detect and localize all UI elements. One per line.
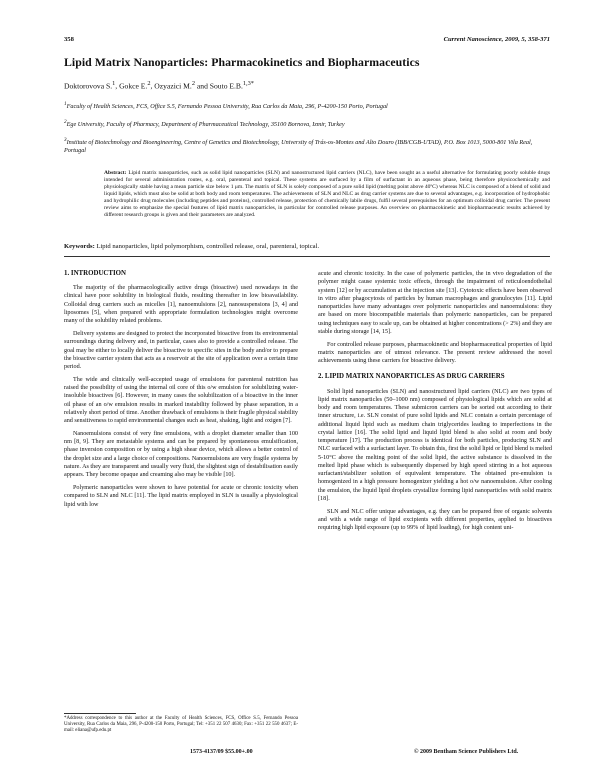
author-sup: 2 — [147, 80, 151, 87]
affiliation-3: $^3$Institute of Biotechnology and Bioengineering, Centre of Genetics and Biotechnology, University of Trás-os-Montes and Alto Douro (IBB/CGB-UTAD), P.O. Box 1013, 5000-801 Vila Real, Portugal — [64, 137, 533, 155]
section-heading-lipid-matrix: 2. LIPID MATRIX NANOPARTICLES AS DRUG CARRIERS — [318, 373, 505, 381]
affiliation-1: $^1$Faculty of Health Sciences, FCS, Office S.5, Fernando Pessoa University, Rua Carlos da Maia, 296, P-4200-150 Porto, Portugal — [64, 101, 388, 111]
paragraph: SLN and NLC offer unique advantages, e.g. they can be prepared free of organic solvents and with a wide range of lipid excipients with different properties, applied to bioactives requiring high lipid exposure (up to 99% of lipid loading), for high content uni- — [318, 508, 552, 532]
paragraph: Nanoemulsions consist of very fine emulsions, with a droplet diameter smaller than 100 nm [8, 9]. They are metastable systems and can be prepared by spontaneous emulsification, phase inversion composition or by using a high shear device, which allows a better control of the droplet size and a large choice of compositions. Nanoemulsions are very fragile systems by nature. As they are transparent and usually very fluid, the slightest sign of destabilisation easily appears. They become opaque and creaming also may be visible [10]. — [64, 430, 298, 479]
paragraph: Polymeric nanoparticles were shown to have potential for acute or chronic toxicity when compared to SLN and NLC [11]. The lipid matrix employed in SLN is usually a physiological lipid with low — [64, 485, 298, 508]
abstract-text: Lipid matrix nanoparticles, such as solid lipid nanoparticles (SLN) and nanostructured lipid carriers (NLC), have been sought as a useful alternative for formulating poorly soluble drugs intended for several administration routes, e.g. oral, parenteral and topical. These systems are surfaced by a film of surfactant in an aqueous phase, being therefore physicochemically and physiologically stable having a mean particle size below 1 μm. The matrix of SLN is solely composed of a pure solid lipid (melting point above 40ºC) whereas NLC is composed of a blend of solid and liquid lipids, which must also be solid at both body and room temperatures. The achievements of SLN and NLC as drug carrier systems are due to several advantages, e.g. incorporation of hydrophobic and hydrophilic drug molecules (including peptides and proteins), controlled release, protection of chemically labile drugs, fulfil several prerequisites for an optimum colloidal drug carrier. The present review aims to emphasize the special features of lipid matrix nanoparticles, in particular for controlled release purposes. An overview on pharmacokinetic and biopharmaceutic results achieved by different research groups is given and their parameters are analyzed. — [104, 170, 550, 218]
journal-citation: Current Nanoscience, 2009, 5, 358-371 — [443, 36, 550, 43]
article-title: Lipid Matrix Nanoparticles: Pharmacokinetics and Biopharmaceutics — [64, 55, 420, 69]
paragraph: acute and chronic toxicity. In the case of polymeric particles, the in vivo degradation of the polymer might cause systemic toxic effects, through the impairment of reticuloendothelial system [12] or by accumulation at the injection site [13]. Cytotoxic effects have been observed in vitro after phagocytosis of particles by human macrophages and granulocytes [11]. Lipid nanoparticles have many advantages over polymeric nanoparticles and nanoemulsions: they are based on more biocompatible materials than polymeric nanoparticles, can be prepared using techniques easy to scale up, can be obtained at higher concentrations (> 2%) and they are stable during storage [14, 15]. — [318, 271, 552, 335]
paragraph: The majority of the pharmacologically active drugs (bioactive) used nowadays in the clinical have poor solubility in biological fluids, resulting thereafter in low bioavailability. Colloidal drug carriers such as micelles [1], nanoemulsions [2], nanosuspensions [3, 4] and liposomes [5], when prepared with appropriate formulation technologies might overcome many of the solubility related problems. — [64, 285, 298, 325]
keywords-rule — [64, 256, 550, 257]
right-column — [318, 270, 552, 537]
section-heading-introduction: 1. INTRODUCTION — [64, 270, 127, 277]
author-name: Ozyazici M. — [154, 81, 192, 91]
author-name: Gokce E. — [119, 81, 148, 91]
author-list: Doktorovova S.$^1$, Gokce E.$^2$, Ozyazici M.$^2$ and Souto E.B.$^{1,3*}$ — [64, 80, 254, 91]
keywords-text: Lipid nanoparticles, lipid polymorphism, controlled release, oral, parenteral, topical. — [96, 243, 320, 250]
copyright-notice: © 2009 Bentham Science Publishers Ltd. — [414, 749, 519, 755]
page-number: 358 — [64, 36, 74, 43]
issn-code: 1573-4137/09 $55.00+.00 — [190, 749, 253, 755]
paragraph: The wide and clinically well-accepted usage of emulsions for parenteral nutrition has raised the possibility of using the internal oil core of this o/w emulsion for solubilizing water-insoluble bioactives [6]. However, in many cases the solubilization of a bioactive in the inner oil phase of an o/w emulsion results in marked instability followed by phase separation, in a relatively short period of time. Another drawback of emulsions is their fragile physical stability and sensitiveness to rapid environmental changes such as heat, shaking, light and oxigen [7]. — [64, 376, 298, 425]
author-name: Doktorovova S. — [64, 81, 113, 91]
paragraph: Delivery systems are designed to protect the incorporated bioactive from its environmental surroundings during delivery and, in particular, cases also to provide a controlled release. The goal may be either to locally deliver the bioactive to specific sites in the body and/or to prepare the bioactive carrier system that acts as a reservoir at the site of application over a certain time period. — [64, 331, 298, 371]
author-sup: 1,3* — [242, 80, 254, 87]
footnote-rule — [64, 713, 136, 714]
correspondence-footnote: *Address correspondence to this author at the Faculty of Health Sciences, FCS, Office S.5, Fernando Pessoa University, Rua Carlos da Maia, 296, P-4200-150 Porto, Portugal; Tel: +351 22 507 4630; Fax: +351 22 550 4637; E-mail: eliana@ufp.edu.pt — [64, 716, 298, 733]
author-sup: 2 — [191, 80, 195, 87]
author-sup: 1 — [112, 80, 116, 87]
abstract-label: Abstract: — [104, 170, 127, 176]
author-name: Souto E.B. — [209, 81, 243, 91]
keywords — [64, 243, 550, 250]
affiliation-2: $^2$Ege University, Faculty of Pharmacy, Department of Pharmaceutical Technology, 35100 Bornova, Izmir, Turkey — [64, 119, 345, 129]
abstract — [104, 170, 550, 219]
paragraph: For controlled release purposes, pharmacokinetic and biopharmaceutical properties of lipid matrix nanoparticles are of utmost relevance. The present review addressed the novel achievements using these carriers for bioactive delivery. — [318, 341, 552, 365]
left-column — [64, 270, 298, 513]
paragraph: Solid lipid nanoparticles (SLN) and nanostructured lipid carriers (NLC) are two types of lipid matrix nanoparticles (50–1000 nm) composed of physiological lipids which are solid at body and room temperatures. These submicron carriers can be sorted out according to their inner structure, i.e. SLN consist of pure solid lipids and NLC contain a certain percentage of additional liquid lipid such as medium chain triglycerides leading to imperfections in the crystal lattice [16]. The solid lipid and liquid lipid blend is also solid at room and body temperature [17]. The production process is identical for both particles, producing SLN and NLC surfaced with a surfactant layer. To obtain this, first the solid lipid or lipid blend is melted 5-10°C above the melting point of the solid lipid, the active substance is dissolved in the melted lipid phase which is subsequently dispersed by high speed stirring in a hot aqueous surfactant/stabilizer solution of equivalent temperature. The obtained pre-emulsion is homogenized in a high pressure homogenizer yielding a hot o/w nanoemulsion. After cooling the emulsion, the liquid lipid droplets crystallize forming lipid nanoparticles with solid matrix [18]. — [318, 388, 552, 502]
keywords-label: Keywords: — [64, 243, 95, 250]
